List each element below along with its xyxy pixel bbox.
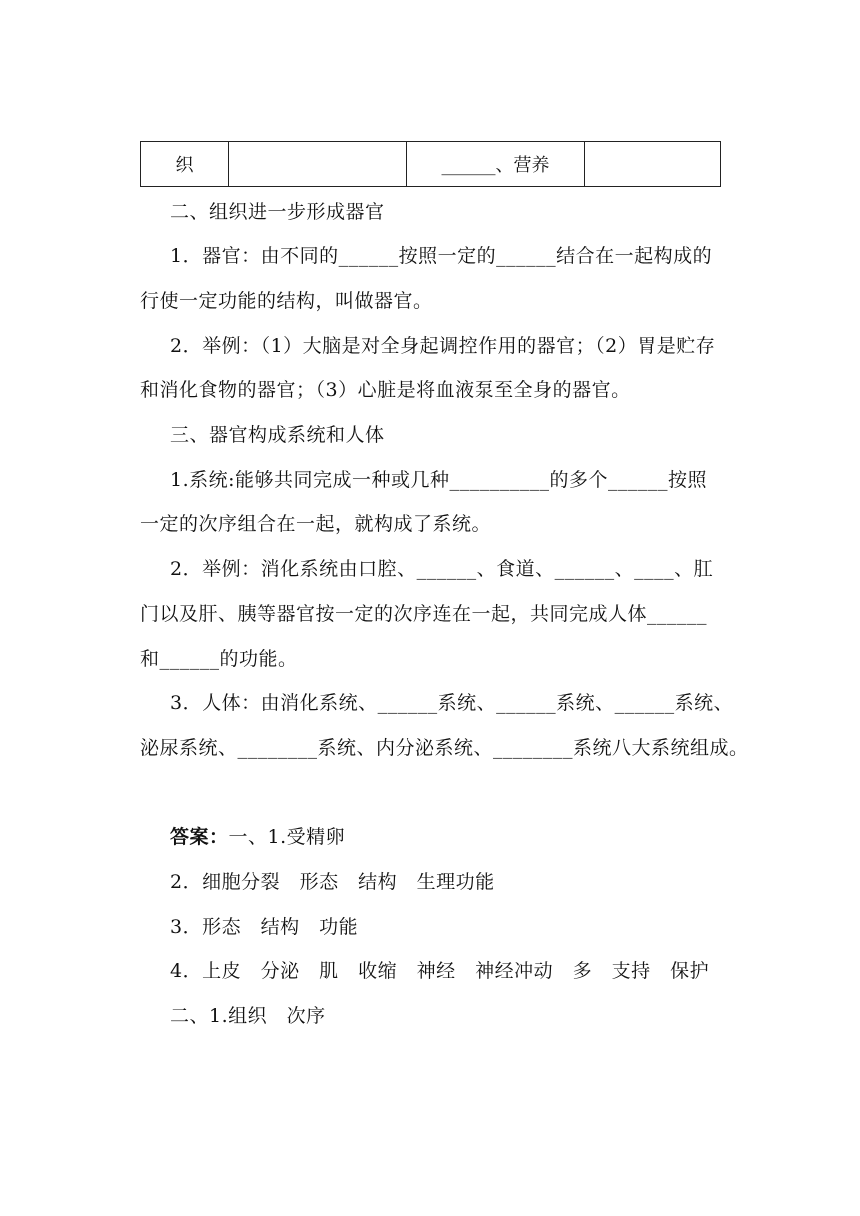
system-definition-line1: 1.系统:能够共同完成一种或几种__________的多个______按照 [170, 469, 708, 491]
organ-example-line2: 和消化食物的器官；（3）心脏是将血液泵至全身的器官。 [140, 379, 631, 401]
answers-label: 答案： [170, 826, 229, 848]
tissue-table-fragment [140, 141, 721, 187]
answers-line1 [170, 825, 730, 849]
human-body-line1: 3．人体：由消化系统、______系统、______系统、______系统、 [170, 692, 734, 714]
answers-line3: 3．形态 结构 功能 [170, 916, 359, 938]
system-definition-line2: 一定的次序组合在一起，就构成了系统。 [140, 513, 492, 535]
system-example-line3: 和______的功能。 [140, 648, 298, 670]
system-example-line2: 门以及肝、胰等器官按一定的次序连在一起，共同完成人体______ [140, 603, 708, 625]
system-example-line1: 2．举例：消化系统由口腔、______、食道、______、____、肛 [170, 558, 714, 580]
table-cell-tissue: 织 [141, 142, 229, 187]
answers-line4: 4．上皮 分泌 肌 收缩 神经 神经冲动 多 支持 保护 [170, 960, 710, 982]
table-row [141, 142, 721, 187]
human-body-line2: 泌尿系统、________系统、内分泌系统、________系统八大系统组成。 [140, 737, 749, 759]
table-cell-blank [229, 142, 407, 187]
answers-line5: 二、1.组织 次序 [170, 1005, 326, 1027]
answers-line2: 2．细胞分裂 形态 结构 生理功能 [170, 871, 495, 893]
table-cell-function: ______、营养 [407, 142, 585, 187]
table-cell-blank [585, 142, 721, 187]
section-heading-systems: 三、器官构成系统和人体 [170, 424, 385, 446]
section-heading-organs: 二、组织进一步形成器官 [170, 201, 385, 223]
organ-definition-line1: 1．器官：由不同的______按照一定的______结合在一起构成的 [170, 245, 713, 267]
organ-example-line1: 2．举例：（1）大脑是对全身起调控作用的器官；（2）胃是贮存 [170, 335, 716, 357]
answer-text: 一、1.受精卵 [228, 826, 346, 848]
organ-definition-line2: 行使一定功能的结构，叫做器官。 [140, 290, 433, 312]
